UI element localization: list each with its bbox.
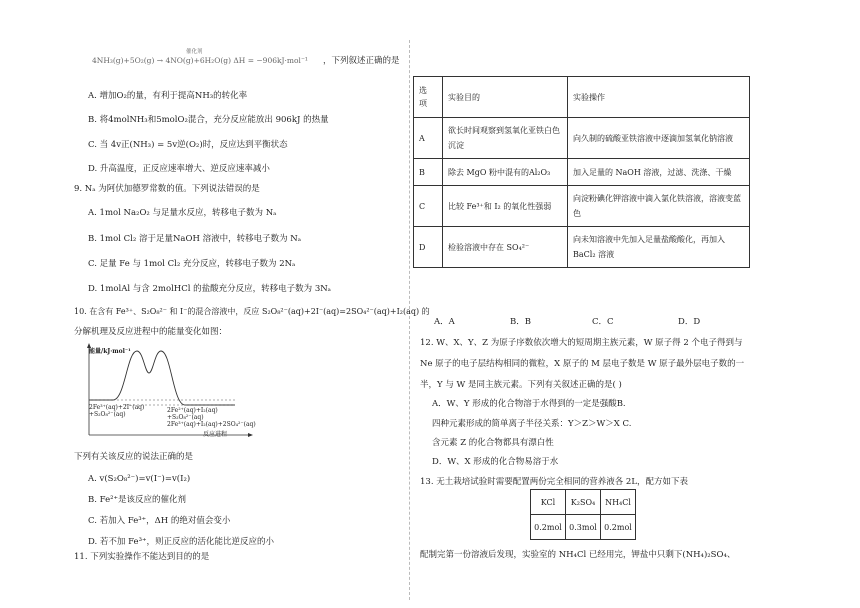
energy-diagram	[85, 343, 255, 441]
q12-option-d: D．W、X 形成的化合物易溶于水	[432, 457, 559, 467]
row-a-option: A	[414, 118, 443, 159]
q10-line1: 10. 在含有 Fe³⁺、S₂O₈²⁻ 和 I⁻的混合溶液中，反应 S₂O₈²⁻(aq)+2I⁻(aq)=2SO₄²⁻(aq)+I₂(aq) 的	[74, 307, 430, 316]
q10-line2: 分解机理及反应进程中的能量变化如图：	[74, 327, 228, 337]
table-header-row	[414, 77, 750, 118]
q9-option-c: C. 足量 Fe 与 1mol Cl₂ 充分反应，转移电子数为 2Nₐ	[88, 259, 296, 269]
q9-stem: 9. Nₐ 为阿伏加德罗常数的值。下列说法错误的是	[74, 184, 260, 194]
nutrient-header-kcl: KCl	[531, 490, 566, 515]
experiment-table	[413, 76, 750, 268]
q7-option-d: D. 升高温度，正反应速率增大、逆反应速率减小	[88, 164, 270, 174]
q12-option-a: A．W、Y 形成的化合物溶于水得到的一定是强酸B.	[432, 399, 626, 409]
q10-question: 下列有关该反应的说法正确的是	[74, 452, 194, 462]
graph-intermediate-1: 2Fe²⁺(aq)+I₂(aq)	[167, 407, 218, 414]
q11-choice-d: D．D	[678, 317, 701, 327]
nutrient-header-nh4cl: NH₄Cl	[601, 490, 636, 515]
nutrient-value-kcl: 0.2mol	[531, 515, 566, 540]
q11-choice-a: A．A	[434, 317, 455, 327]
q12-option-b: 四种元素形成的简单离子半径关系：Y＞Z＞W＞X C.	[432, 419, 632, 429]
row-c-goal: 比较 Fe³⁺和 I₂ 的氧化性强弱	[443, 186, 568, 227]
q7-option-c: C. 当 4v正(NH₃) = 5v逆(O₂)时，反应达到平衡状态	[88, 140, 288, 150]
header-goal: 实验目的	[443, 77, 568, 118]
energy-curve	[89, 351, 235, 405]
header-operation: 实验操作	[568, 77, 750, 118]
q12-line1: 12. W、X、Y、Z 为原子序数依次增大的短周期主族元素，W 原子得 2 个电子得到与	[420, 338, 743, 348]
row-d-operation: 向未知溶液中先加入足量盐酸酸化，再加入 BaCl₂ 溶液	[568, 227, 750, 268]
nutrient-value-nh4cl: 0.2mol	[601, 515, 636, 540]
graph-products-1: 2Fe³⁺(aq)+I₂(aq)	[167, 421, 218, 428]
q7-option-b: B. 将4molNH₃和5molO₂混合，充分反应能放出 906kJ 的热量	[88, 115, 329, 125]
graph-reactants-2: +S₂O₈²⁻(aq)	[89, 411, 126, 418]
row-c-option: C	[414, 186, 443, 227]
row-d-goal: 检验溶液中存在 SO₄²⁻	[443, 227, 568, 268]
row-a-goal: 欲长时间观察到氢氧化亚铁白色沉淀	[443, 118, 568, 159]
q7-option-a: A. 增加O₂的量，有利于提高NH₃的转化率	[88, 91, 248, 101]
row-c-operation: 向淀粉碘化钾溶液中滴入氯化铁溶液，溶液变蓝色	[568, 186, 750, 227]
graph-xlabel: 反应进程	[203, 431, 228, 438]
graph-intermediate-2: +S₂O₈²⁻(aq)	[167, 414, 204, 421]
column-divider	[409, 40, 410, 600]
q12-line3: 半，Y 与 W 是同主族元素。下列有关叙述正确的是( )	[420, 380, 622, 390]
nutrient-value-k2so4: 0.3mol	[566, 515, 601, 540]
q7-stem-tail: ，下列叙述正确的是	[323, 56, 400, 66]
q10-option-d: D. 若不加 Fe³⁺，则正反应的活化能比逆反应的小	[88, 537, 274, 547]
catalyst-label: 催化剂	[186, 49, 203, 55]
graph-ylabel: 能量/kJ·mol⁻¹	[89, 348, 131, 355]
graph-reactants-1: 2Fe³⁺(aq)+2I⁻(aq)	[89, 404, 145, 411]
q11-choice-c: C．C	[592, 317, 614, 327]
table-row	[414, 118, 750, 159]
row-b-goal: 除去 MgO 粉中混有的Al₂O₃	[443, 159, 568, 186]
q12-line2: Ne 原子的电子层结构相同的微粒，X 原子的 M 层电子数是 W 原子最外层电子数的一	[420, 359, 745, 369]
row-a-operation: 向久制的硫酸亚铁溶液中逐滴加氢氧化钠溶液	[568, 118, 750, 159]
graph-products-2: +2SO₄²⁻(aq)	[217, 421, 256, 428]
q13-stem: 13. 无土栽培试验时需要配置两份完全相同的营养液各 2L，配方如下表	[420, 477, 688, 487]
table-row	[414, 186, 750, 227]
header-option	[414, 77, 443, 118]
q9-option-d: D. 1molAl 与含 2molHCl 的盐酸充分反应，转移电子数为 3Nₐ	[88, 284, 331, 294]
q10-option-a: A. v(S₂O₈²⁻)=v(I⁻)=v(I₂)	[88, 474, 191, 484]
q7-equation-text: 4NH₃(g)+5O₂(g) → 4NO(g)+6H₂O(g) ΔH = −906kJ·mol⁻¹	[92, 56, 308, 65]
graph-products	[167, 421, 256, 428]
row-b-option: B	[414, 159, 443, 186]
q10-option-c: C. 若加入 Fe³⁺，ΔH 的绝对值会变小	[88, 516, 231, 526]
q13-tail: 配制完第一份溶液后发现，实验室的 NH₄Cl 已经用完，钾盐中只剩下(NH₄)₂SO₄、	[420, 550, 736, 560]
nutrient-header-k2so4: K₂SO₄	[566, 490, 601, 515]
table-row	[414, 159, 750, 186]
q12-option-c: 含元素 Z 的化合物都具有漂白性	[432, 438, 554, 448]
nutrient-value-row	[531, 515, 636, 540]
row-b-operation: 加入足量的 NaOH 溶液，过滤、洗涤、干燥	[568, 159, 750, 186]
x-axis-arrow	[248, 433, 253, 437]
q11-stem: 11. 下列实验操作不能达到目的的是	[74, 552, 210, 562]
table-row	[414, 227, 750, 268]
q11-choice-b: B．B	[510, 317, 531, 327]
q9-option-b: B. 1mol Cl₂ 溶于足量NaOH 溶液中，转移电子数为 Nₐ	[88, 234, 301, 244]
nutrient-table	[530, 489, 636, 540]
nutrient-header-row	[531, 490, 636, 515]
header-option-text: 选 项	[419, 86, 427, 108]
row-d-option: D	[414, 227, 443, 268]
q9-option-a: A. 1mol Na₂O₂ 与足量水反应，转移电子数为 Nₐ	[88, 208, 277, 218]
q10-option-b: B. Fe²⁺是该反应的催化剂	[88, 495, 187, 505]
